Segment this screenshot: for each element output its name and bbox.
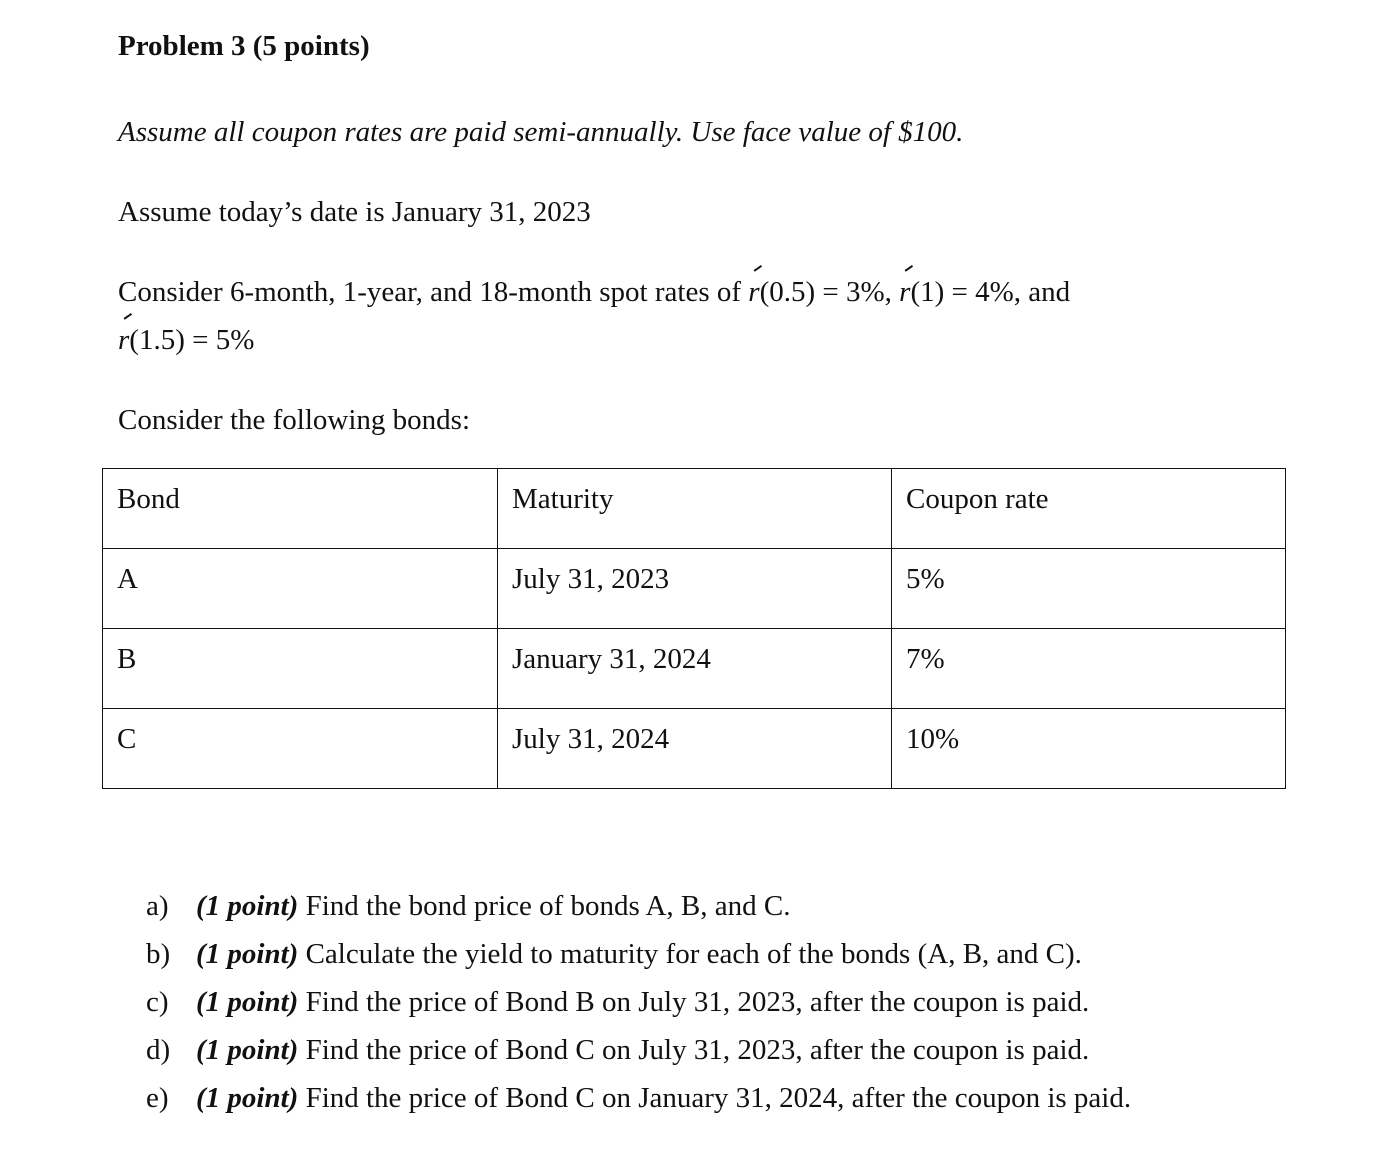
question-letter: d) <box>146 1034 171 1066</box>
bond-coupon: 10% <box>892 709 1286 789</box>
bond-maturity: January 31, 2024 <box>498 629 892 709</box>
spot-rates-line-1 <box>118 268 1070 316</box>
table-header-row <box>103 469 1286 549</box>
question-text: Find the price of Bond C on July 31, 2023, after the coupon is paid. <box>305 1034 1090 1066</box>
question-item <box>146 930 1131 978</box>
question-item <box>146 978 1131 1026</box>
question-points: (1 point) <box>196 1034 299 1066</box>
question-item <box>146 882 1131 930</box>
bonds-intro: Consider the following bonds: <box>118 404 471 436</box>
bond-coupon: 5% <box>892 549 1286 629</box>
question-points: (1 point) <box>196 938 299 970</box>
spot-rates-intro: Consider 6-month, 1-year, and 18-month spot rates of <box>118 276 742 308</box>
bonds-table <box>102 468 1286 789</box>
question-points: (1 point) <box>196 986 299 1018</box>
header-bond: Bond <box>103 469 498 549</box>
spot-rate-1: (0.5) = 3%, <box>759 276 892 308</box>
header-maturity: Maturity <box>498 469 892 549</box>
table-row <box>103 629 1286 709</box>
spot-rate-2: (1) = 4%, and <box>910 276 1071 308</box>
question-text: Calculate the yield to maturity for each of the bonds (A, B, and C). <box>305 938 1082 970</box>
bond-name: B <box>103 629 498 709</box>
table-row <box>103 549 1286 629</box>
bond-name: A <box>103 549 498 629</box>
date-assumption: Assume today’s date is January 31, 2023 <box>118 196 591 228</box>
bond-coupon: 7% <box>892 629 1286 709</box>
spot-rate-symbol: r <box>748 268 759 316</box>
bond-name: C <box>103 709 498 789</box>
spot-rate-symbol: r <box>118 316 129 364</box>
header-coupon-rate: Coupon rate <box>892 469 1286 549</box>
question-text: Find the bond price of bonds A, B, and C. <box>305 890 791 922</box>
question-item <box>146 1026 1131 1074</box>
question-text: Find the price of Bond C on January 31, 2024, after the coupon is paid. <box>305 1082 1132 1114</box>
question-item <box>146 1074 1131 1122</box>
bond-maturity: July 31, 2024 <box>498 709 892 789</box>
question-letter: a) <box>146 890 169 922</box>
question-list <box>146 882 1131 1122</box>
bond-maturity: July 31, 2023 <box>498 549 892 629</box>
spot-rate-symbol: r <box>899 268 910 316</box>
problem-title: Problem 3 (5 points) <box>118 30 370 62</box>
question-letter: b) <box>146 938 171 970</box>
table-row <box>103 709 1286 789</box>
coupon-assumption: Assume all coupon rates are paid semi-annually. Use face value of $100. <box>118 116 964 148</box>
spot-rate-3: (1.5) = 5% <box>129 324 255 356</box>
question-points: (1 point) <box>196 890 299 922</box>
question-letter: e) <box>146 1082 169 1114</box>
question-letter: c) <box>146 986 169 1018</box>
spot-rates-line-2 <box>118 316 254 364</box>
question-text: Find the price of Bond B on July 31, 2023, after the coupon is paid. <box>305 986 1090 1018</box>
question-points: (1 point) <box>196 1082 299 1114</box>
